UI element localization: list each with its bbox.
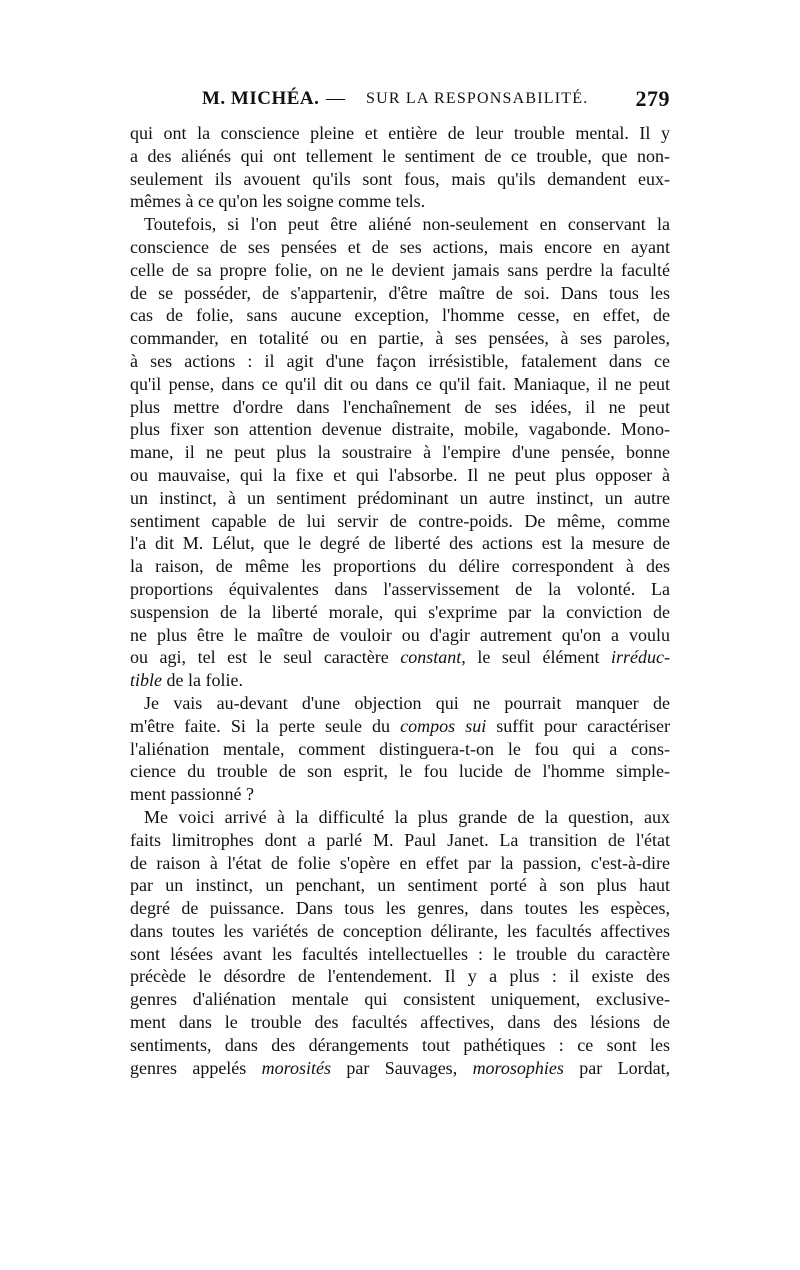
text-line: qui ont la conscience pleine et entière de leur trouble mental. Il y <box>130 123 670 143</box>
header-author: M. MICHÉA. <box>202 88 320 109</box>
text-line <box>130 646 670 669</box>
italic-term: constant, <box>400 647 466 668</box>
text-line: Toutefois, si l'on peut être aliéné non-seulement en conservant la <box>144 214 670 235</box>
text-line: Je vais au-devant d'une objection qui ne pourrait manquer de <box>144 692 670 713</box>
book-page <box>130 88 670 1079</box>
body-text <box>130 122 670 1079</box>
text-line: mane, il ne peut plus la soustraire à l'empire d'une pensée, bonne <box>130 442 670 463</box>
text-line: degré de puissance. Dans tous les genres, dans toutes les espèces, <box>130 898 670 919</box>
header-dash: — <box>326 88 346 109</box>
text-line <box>130 669 670 692</box>
text-line: plus mettre d'ordre dans l'enchaînement de ses idées, il ne peut <box>130 396 670 417</box>
text-line: à ses actions : il agit d'une façon irrésistible, fatalement dans ce <box>130 350 670 371</box>
text-line: cas de folie, sans aucune exception, l'homme cesse, en effet, de <box>130 305 670 326</box>
text-line: genres d'aliénation mentale qui consistent uniquement, exclusive- <box>130 989 670 1010</box>
text-segment: suffit pour caractériser <box>496 715 671 736</box>
text-segment: ou agi, tel est le seul caractère <box>130 647 389 668</box>
text-line: ment passionné ? <box>130 784 254 805</box>
text-line: cience du trouble de son esprit, le fou lucide de l'homme simple- <box>130 761 670 782</box>
text-segment: de la folie. <box>166 670 243 691</box>
text-line: l'a dit M. Lélut, que le degré de liberté des actions est la mesure de <box>130 533 670 554</box>
italic-term: tible <box>130 670 162 691</box>
text-line: qu'il pense, dans ce qu'il dit ou dans ce qu'il fait. Maniaque, il ne peut <box>130 373 670 394</box>
text-line: ne plus être le maître de vouloir ou d'agir autrement qu'on a voulu <box>130 624 670 645</box>
text-line: de se posséder, de s'appartenir, d'être maître de soi. Dans tous les <box>130 282 670 303</box>
italic-term: morosophies <box>472 1057 564 1078</box>
text-line: plus fixer son attention devenue distraite, mobile, vagabonde. Mono- <box>130 419 670 440</box>
text-line: a des aliénés qui ont tellement le sentiment de ce trouble, que non- <box>130 145 670 166</box>
text-line: dans toutes les variétés de conception délirante, les facultés affectives <box>130 920 670 941</box>
text-line: de raison à l'état de folie s'opère en effet par la passion, c'est-à-dire <box>130 852 670 873</box>
page-number: 279 <box>635 86 670 111</box>
text-segment: m'être faite. Si la perte seule du <box>130 715 391 736</box>
text-line: faits limitrophes dont a parlé M. Paul Janet. La transition de l'état <box>130 829 670 850</box>
text-segment: par Sauvages, <box>346 1057 458 1078</box>
text-line: sentiments, dans des dérangements tout pathétiques : ce sont les <box>130 1034 670 1055</box>
text-line: un instinct, à un sentiment prédominant un autre instinct, un autre <box>130 487 670 508</box>
text-line: proportions équivalentes dans l'asservissement de la volonté. La <box>130 578 670 599</box>
text-segment: genres appelés <box>130 1057 247 1078</box>
text-line <box>130 1057 670 1080</box>
running-header <box>130 88 670 122</box>
text-line <box>130 715 670 738</box>
italic-term: irréduc- <box>611 647 670 668</box>
text-line: suspension de la liberté morale, qui s'exprime par la conviction de <box>130 601 670 622</box>
text-line: ou mauvaise, qui la fixe et qui l'absorbe. Il ne peut plus opposer à <box>130 464 670 485</box>
text-line: l'aliénation mentale, comment distinguera-t-on le fou qui a cons- <box>130 738 670 759</box>
text-segment: le seul élément <box>477 647 600 668</box>
header-subject: SUR LA RESPONSABILITÉ. <box>366 90 589 107</box>
italic-term: morosités <box>261 1057 332 1078</box>
text-line: conscience de ses pensées et de ses actions, mais encore en ayant <box>130 236 670 257</box>
text-line: seulement ils avouent qu'ils sont fous, mais qu'ils demandent eux- <box>130 168 670 189</box>
italic-term: compos sui <box>400 715 487 736</box>
text-line: la raison, de même les proportions du délire correspondent à des <box>130 556 670 577</box>
text-line: précède le désordre de l'entendement. Il y a plus : il existe des <box>130 966 670 987</box>
text-segment: par Lordat, <box>579 1057 671 1078</box>
text-line: par un instinct, un penchant, un sentiment porté à son plus haut <box>130 875 670 896</box>
text-line: mêmes à ce qu'on les soigne comme tels. <box>130 191 426 212</box>
text-line: celle de sa propre folie, on ne le devient jamais sans perdre la faculté <box>130 259 670 280</box>
text-line: commander, en totalité ou en partie, à ses pensées, à ses paroles, <box>130 328 670 349</box>
text-line: ment dans le trouble des facultés affectives, dans des lésions de <box>130 1012 670 1033</box>
text-line: Me voici arrivé à la difficulté la plus grande de la question, aux <box>144 806 670 827</box>
text-line: sentiment capable de lui servir de contre-poids. De même, comme <box>130 510 670 531</box>
text-line: sont lésées avant les facultés intellectuelles : le trouble du caractère <box>130 943 670 964</box>
